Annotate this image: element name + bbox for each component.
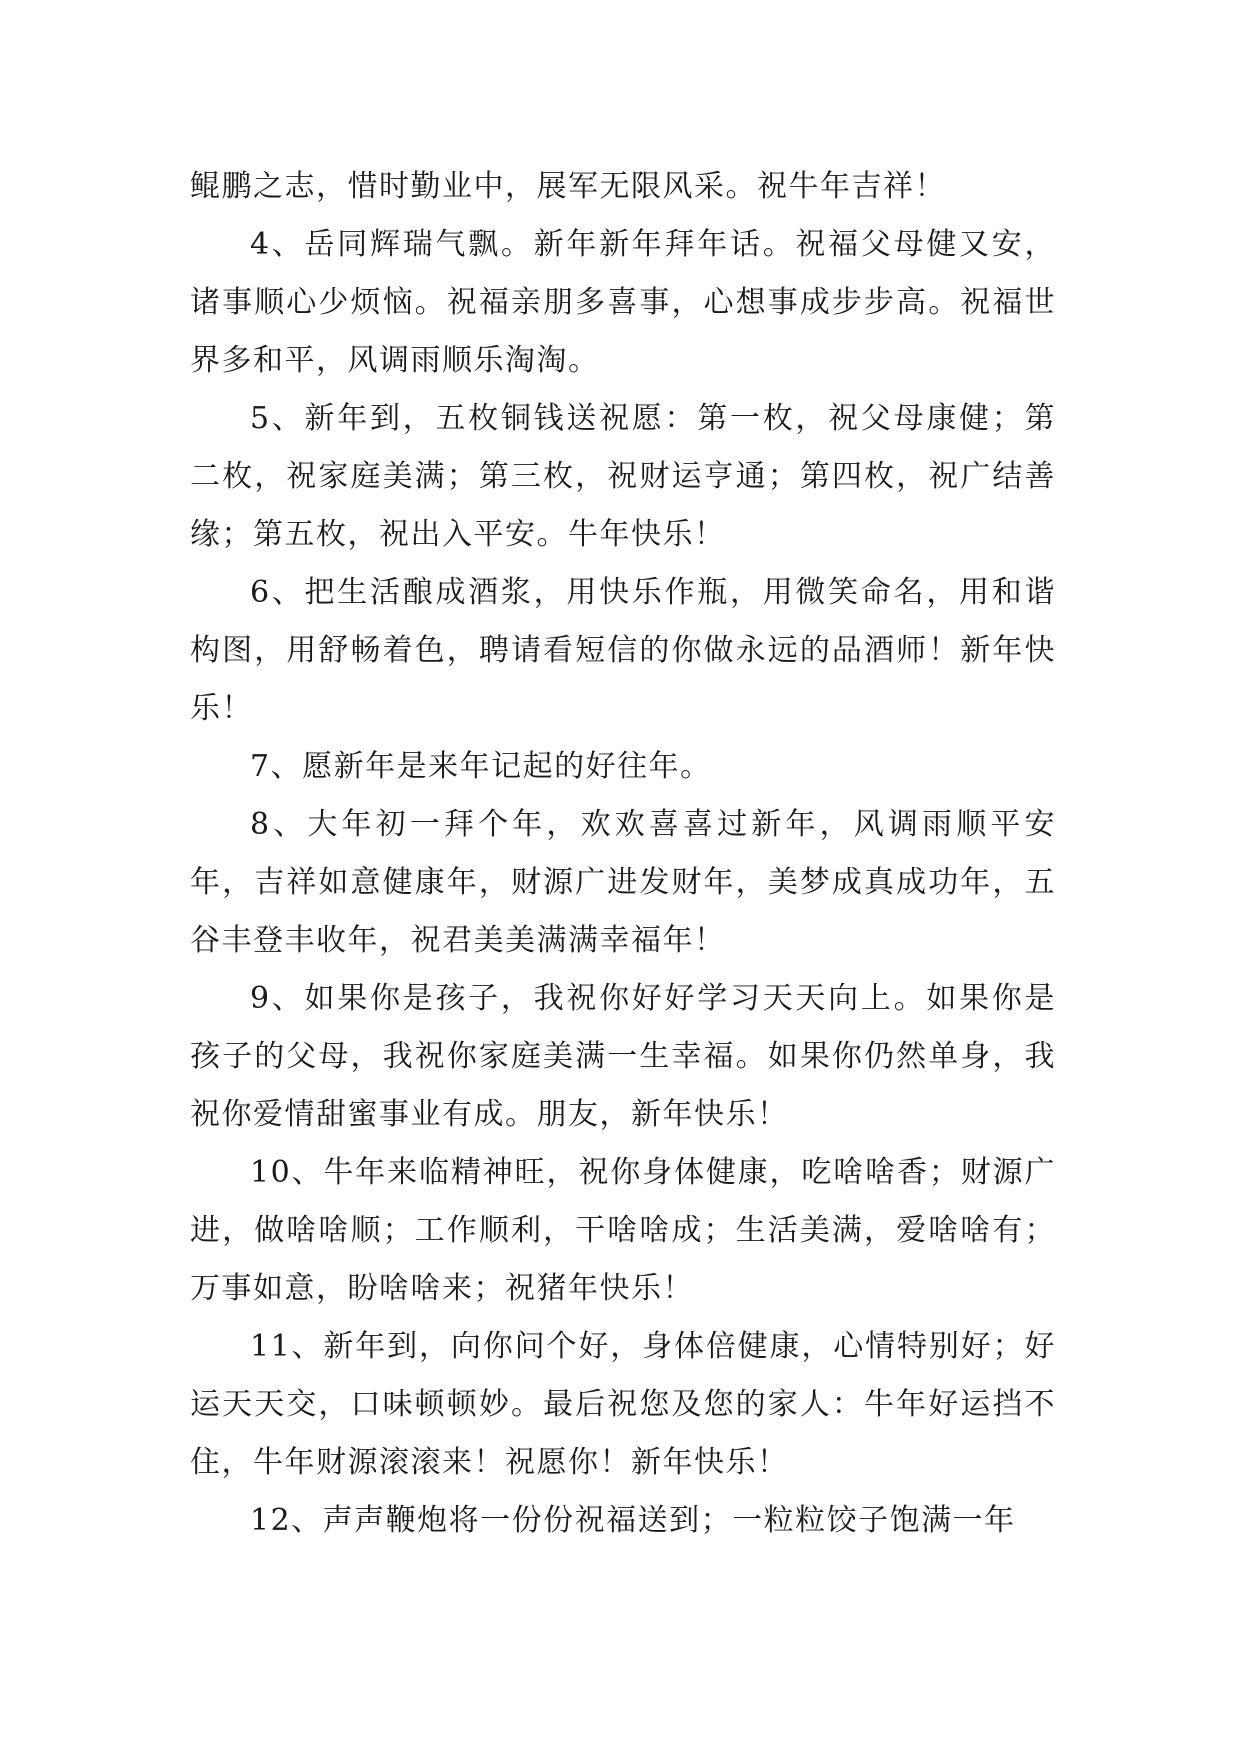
document-body: [190, 158, 1056, 1550]
paragraph-continuation: 鲲鹏之志，惜时勤业中，展军无限风采。祝牛年吉祥！: [190, 169, 946, 204]
paragraph-item-8: 8、大年初一拜个年，欢欢喜喜过新年，风调雨顺平安年，吉祥如意健康年，财源广进发财年，美梦成真成功年，五谷丰登丰收年，祝君美美满满幸福年！: [190, 807, 1056, 958]
paragraph-item-4: 4、岳同辉瑞气飘。新年新年拜年话。祝福父母健又安，诸事顺心少烦恼。祝福亲朋多喜事，心想事成步步高。祝福世界多和平，风调雨顺乐淘淘。: [190, 227, 1056, 378]
paragraph-item-9: 9、如果你是孩子，我祝你好好学习天天向上。如果你是孩子的父母，我祝你家庭美满一生幸福。如果你仍然单身，我祝你爱情甜蜜事业有成。朋友，新年快乐！: [190, 981, 1056, 1132]
paragraph-item-7: 7、愿新年是来年记起的好往年。: [250, 749, 712, 784]
paragraph-item-12: 12、声声鞭炮将一份份祝福送到；一粒粒饺子饱满一年: [250, 1503, 1016, 1538]
paragraph-item-5: 5、新年到，五枚铜钱送祝愿：第一枚，祝父母康健；第二枚，祝家庭美满；第三枚，祝财运亨通；第四枚，祝广结善缘；第五枚，祝出入平安。牛年快乐！: [190, 401, 1056, 552]
paragraph-item-6: 6、把生活酿成酒浆，用快乐作瓶，用微笑命名，用和谐构图，用舒畅着色，聘请看短信的你做永远的品酒师！新年快乐！: [190, 575, 1056, 726]
paragraph-item-11: 11、新年到，向你问个好，身体倍健康，心情特别好；好运天天交，口味顿顿妙。最后祝您及您的家人：牛年好运挡不住，牛年财源滚滚来！祝愿你！新年快乐！: [190, 1329, 1056, 1480]
paragraph-item-10: 10、牛年来临精神旺，祝你身体健康，吃啥啥香；财源广进，做啥啥顺；工作顺利，干啥啥成；生活美满，爱啥啥有；万事如意，盼啥啥来；祝猪年快乐！: [190, 1155, 1056, 1306]
